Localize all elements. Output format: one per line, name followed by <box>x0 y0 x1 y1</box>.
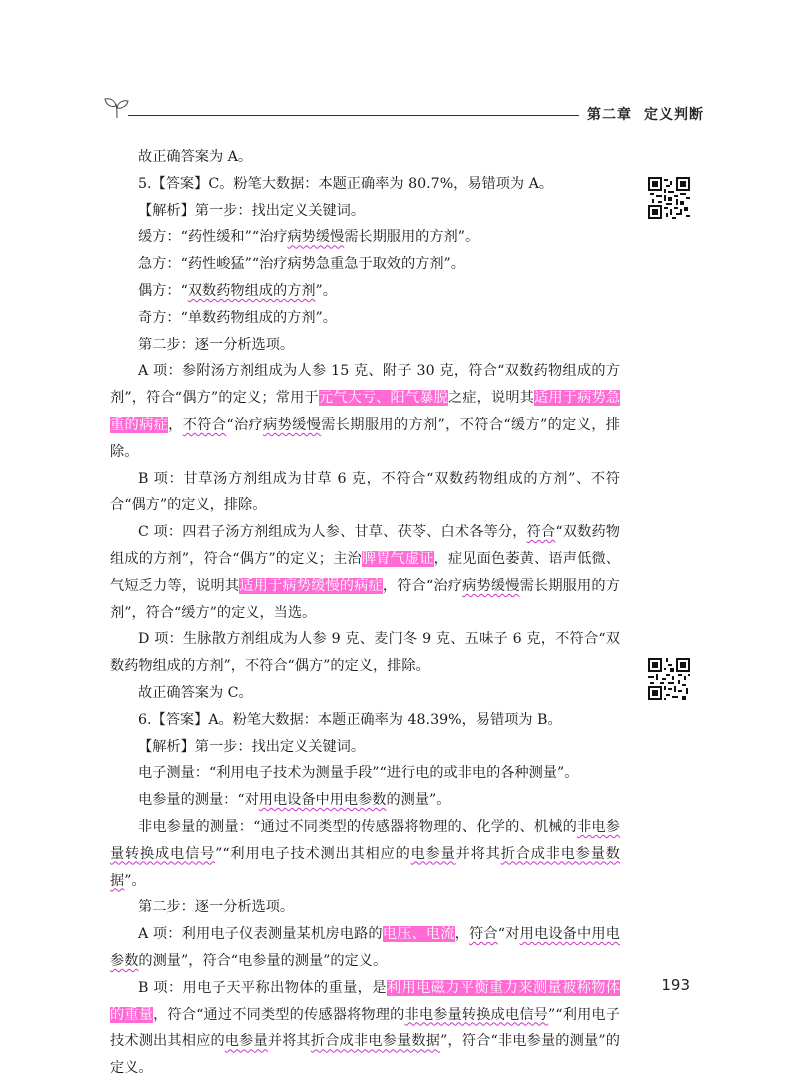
text-run: “双数药物组成的方剂”，符合“偶方”的定义；主治 <box>110 524 620 567</box>
text-run: A 项：利用电子仪表测量某机房电路的 <box>138 926 383 943</box>
page-header <box>104 96 704 124</box>
highlight: 适用于病势急重的病症 <box>110 390 620 433</box>
paragraph: 急方：“药性峻猛”“治疗病势急重急于取效的方剂”。 <box>138 256 465 273</box>
wavy-underline: 非电参量转换成电信号 <box>404 1006 549 1023</box>
paragraph: 故正确答案为 C。 <box>138 684 253 701</box>
wavy-underline: 用电设备中用电参数 <box>258 792 387 809</box>
analysis-text: 第一步：找出定义关键词。 <box>194 202 366 219</box>
wavy-underline: 病势缓慢 <box>462 577 520 594</box>
text-run: ， <box>168 416 183 433</box>
analysis-tag: 【解析】 <box>138 202 195 219</box>
text-run: 需长期服用的方剂”。 <box>344 229 480 246</box>
paragraph: 电子测量：“利用电子技术为测量手段”“进行电的或非电的各种测量”。 <box>138 765 579 782</box>
section-label: 定义判断 <box>644 107 704 123</box>
text-run: 并将其 <box>455 845 501 862</box>
paragraph <box>110 519 620 626</box>
wavy-underline: 病势缓慢 <box>263 416 322 433</box>
analysis-tag: 【解析】 <box>138 738 195 755</box>
question-number: 6. <box>138 711 152 728</box>
text-run: 非电参量的测量：“通过不同类型的传感器将物理的、化学的、机械的 <box>138 818 578 835</box>
text-run: ，症见面色萎黄、语声低微、气短乏力等，说明其 <box>110 550 620 594</box>
paragraph: 第二步：逐一分析选项。 <box>138 899 295 916</box>
text-run: C 项：四君子汤方剂组成为人参、甘草、茯苓、白术各等分， <box>138 524 527 541</box>
paragraph <box>110 278 620 305</box>
highlight: 电压、电流 <box>382 926 455 943</box>
text-run: 之症，说明其 <box>447 390 535 407</box>
text-run: 电参量的测量：“对 <box>138 792 259 809</box>
text-run: 偶方：“ <box>138 282 188 299</box>
wavy-underline: 符合 <box>526 524 556 541</box>
analysis-line <box>110 734 620 761</box>
text-run: ”。 <box>315 282 337 299</box>
text-run: ， <box>454 926 470 943</box>
qr-code-icon[interactable] <box>648 658 690 700</box>
wavy-underline: 用电设备中用电参数 <box>110 926 620 969</box>
text-run: 需长期服用的方剂”，不符合“缓方”的定义，排除。 <box>110 416 620 460</box>
analysis-text: 第一步：找出定义关键词。 <box>194 738 366 755</box>
text-run: ”。 <box>124 872 146 889</box>
paragraph <box>110 814 620 894</box>
text-run: 并将其 <box>267 1033 311 1050</box>
answer-text: A。粉笔大数据：本题正确率为 48.39%，易错项为 B。 <box>208 711 562 728</box>
paragraph <box>110 358 620 465</box>
text-run: ”，符合“非电参量的测量”的定义。 <box>110 1033 620 1077</box>
page-number: 193 <box>661 976 690 994</box>
text-run: “对 <box>497 926 520 943</box>
text-run: 的测量”。 <box>386 792 451 809</box>
highlight: 元气大亏、阳气暴脱 <box>318 390 448 407</box>
question-number: 5. <box>138 175 152 192</box>
text-run: 缓方：“药性缓和”“治疗 <box>138 229 288 246</box>
paragraph <box>110 921 620 975</box>
sprout-icon <box>104 96 130 120</box>
highlight: 脾胃气虚证 <box>361 550 434 567</box>
wavy-underline: 病势缓慢 <box>287 229 345 246</box>
chapter-heading <box>579 104 704 124</box>
text-run: 的测量”，符合“电参量的测量”的定义。 <box>138 952 388 969</box>
answer-line <box>110 171 620 198</box>
text-run: A 项：参附汤方剂组成为人参 15 克、附子 30 克，符合“双数药物组成的方剂”，符合“偶方”的定义；常用于 <box>110 363 620 407</box>
wavy-underline: 非电参量转换成电信号 <box>110 818 620 862</box>
answer-tag: 【答案】 <box>151 711 209 728</box>
text-run: ，符合“通过不同类型的传感器将物理的 <box>153 1006 405 1023</box>
wavy-underline: 电参量 <box>224 1033 268 1050</box>
chapter-label: 第二章 <box>587 107 632 123</box>
text-run: ”“利用电子技术测出其相应的 <box>215 845 411 862</box>
wavy-underline: 符合 <box>469 926 498 943</box>
answer-explanation <box>110 144 620 1082</box>
paragraph: 第二步：逐一分析选项。 <box>138 336 295 353</box>
text-run: ，符合“治疗 <box>382 577 463 594</box>
wavy-underline: 电参量 <box>410 845 456 862</box>
wavy-underline: 折合成非电参量数据 <box>310 1033 441 1050</box>
text-run: “治疗 <box>226 416 264 433</box>
paragraph: 奇方：“单数药物组成的方剂”。 <box>138 309 337 326</box>
qr-code-icon[interactable] <box>648 177 690 219</box>
analysis-line <box>110 198 620 225</box>
wavy-underline: 折合成非电参量数据 <box>110 845 620 889</box>
answer-tag: 【答案】 <box>151 175 209 192</box>
answer-line <box>110 707 620 734</box>
paragraph <box>110 787 620 814</box>
text-run: B 项：用电子天平称出物体的重量，是 <box>138 979 387 996</box>
paragraph <box>110 975 620 1082</box>
paragraph: B 项：甘草汤方剂组成为甘草 6 克，不符合“双数药物组成的方剂”、不符合“偶方”的定义，排除。 <box>110 470 620 514</box>
paragraph <box>110 224 620 251</box>
highlight: 适用于病势缓慢的病症 <box>239 577 383 594</box>
answer-text: C。粉笔大数据：本题正确率为 80.7%，易错项为 A。 <box>208 175 554 192</box>
text-run: ”“利用电子技术测出其相应的 <box>110 1006 620 1050</box>
paragraph: 故正确答案为 A。 <box>138 149 253 165</box>
paragraph: D 项：生脉散方剂组成为人参 9 克、麦门冬 9 克、五味子 6 克，不符合“双数药物组成的方剂”，不符合“偶方”的定义，排除。 <box>110 631 620 675</box>
wavy-underline: 不符合 <box>182 416 227 433</box>
highlight: 利用电磁力平衡重力来测量被称物体的重量 <box>110 979 620 1023</box>
text-run: 需长期服用的方剂”，符合“缓方”的定义，当选。 <box>110 577 620 621</box>
wavy-underline: 双数药物组成的方剂 <box>187 282 316 299</box>
